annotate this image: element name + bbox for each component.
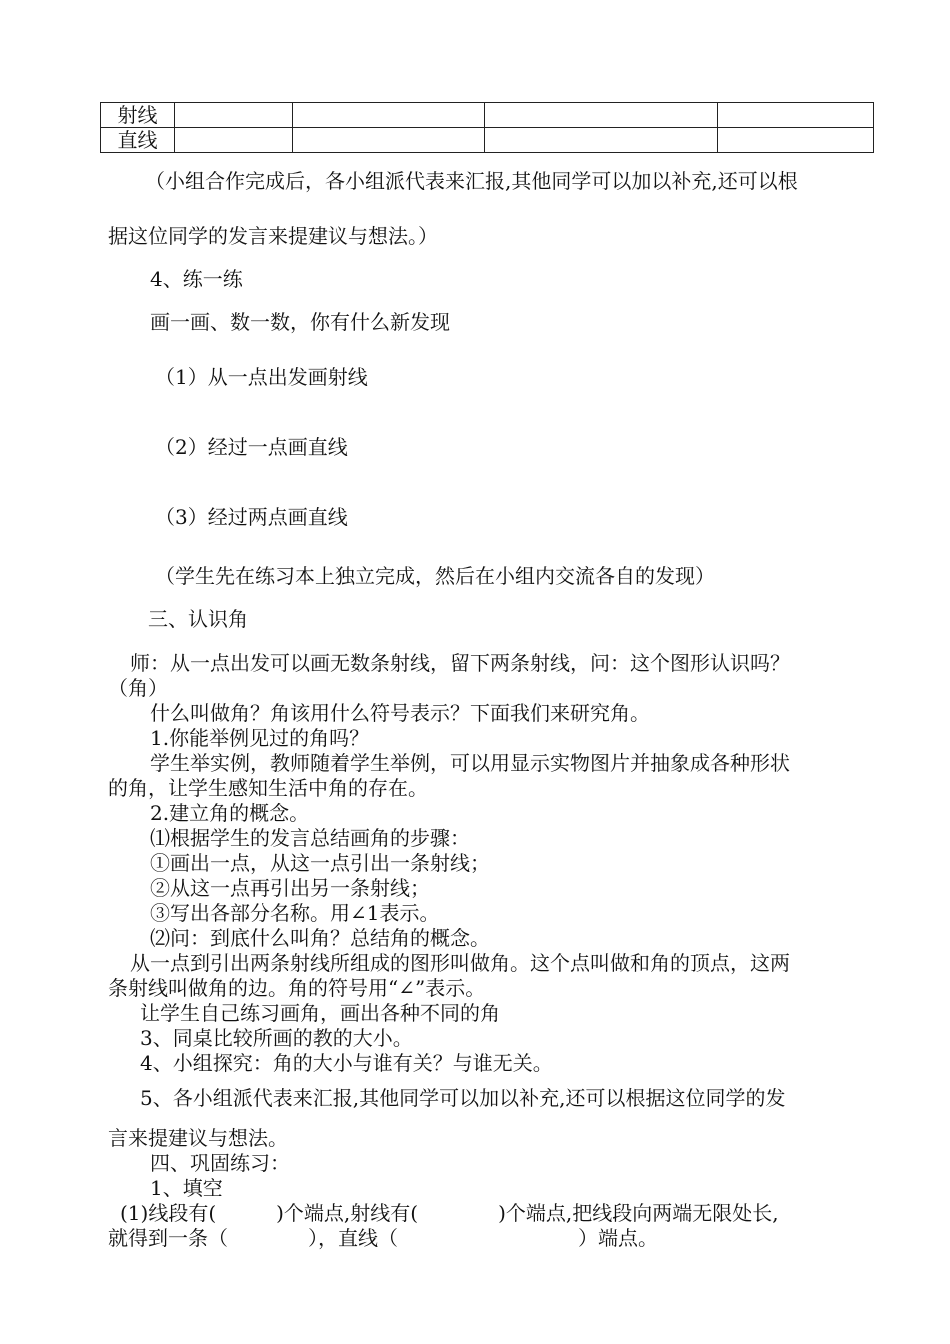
paragraph-line: （小组合作完成后，各小组派代表来汇报,其他同学可以加以补充,还可以根 [145,169,798,193]
table-cell [175,103,293,128]
paragraph-line: 1、填空 [150,1176,223,1200]
paragraph-line: 画一画、数一数，你有什么新发现 [150,310,450,334]
paragraph-line: 言来提建议与想法。 [108,1126,288,1150]
paragraph-line: 4、小组探究：角的大小与谁有关？与谁无关。 [140,1051,553,1075]
exercise-item: （2）经过一点画直线 [155,435,348,459]
paragraph-line: ⑵问：到底什么叫角？总结角的概念。 [150,926,490,950]
exercise-item: （3）经过两点画直线 [155,505,348,529]
paragraph-line: ③写出各部分名称。用∠1表示。 [150,901,440,925]
paragraph-line: ①画出一点，从这一点引出一条射线； [150,851,490,875]
paragraph-line: 学生举实例，教师随着学生举例，可以用显示实物图片并抽象成各种形状 [150,751,790,775]
row-label: 直线 [101,128,175,153]
exercise-item: （1）从一点出发画射线 [155,365,368,389]
table-row [101,103,874,128]
paragraph-line: 让学生自己练习画角，画出各种不同的角 [140,1001,500,1025]
paragraph-line: 什么叫做角？角该用什么符号表示？下面我们来研究角。 [150,701,650,725]
paragraph-line: （学生先在练习本上独立完成，然后在小组内交流各自的发现） [155,564,715,588]
comparison-table [100,102,874,153]
paragraph-line: 从一点到引出两条射线所组成的图形叫做角。这个点叫做和角的顶点，这两 [130,951,790,975]
paragraph-line: 5、各小组派代表来汇报,其他同学可以加以补充,还可以根据这位同学的发 [140,1086,786,1110]
paragraph-line: （角） [108,676,168,700]
paragraph-line: ⑴根据学生的发言总结画角的步骤： [150,826,470,850]
section-heading: 三、认识角 [148,607,248,631]
table-cell [485,103,718,128]
paragraph-line: 3、同桌比较所画的教的大小。 [140,1026,413,1050]
table-cell [293,128,485,153]
paragraph-line: ②从这一点再引出另一条射线； [150,876,430,900]
paragraph-line: 条射线叫做角的边。角的符号用“∠”表示。 [108,976,486,1000]
paragraph-line: 的角，让学生感知生活中角的存在。 [108,776,428,800]
table-cell [718,103,874,128]
paragraph-line: 2.建立角的概念。 [150,801,310,825]
paragraph-line: 1.你能举例见过的角吗？ [150,726,370,750]
section-heading: 四、巩固练习： [150,1151,290,1175]
paragraph-line: 师：从一点出发可以画无数条射线，留下两条射线，问：这个图形认识吗？ [130,651,790,675]
fill-blank-line: 就得到一条（ ），直线（ ）端点。 [108,1226,658,1250]
table-row [101,128,874,153]
table-cell [485,128,718,153]
table-cell [175,128,293,153]
section-heading: 4、练一练 [150,267,243,291]
table-cell [718,128,874,153]
row-label: 射线 [101,103,175,128]
paragraph-line: 据这位同学的发言来提建议与想法。） [108,224,438,248]
fill-blank-line: (1)线段有( )个端点,射线有( )个端点,把线段向两端无限处长, [120,1201,779,1225]
table-cell [293,103,485,128]
